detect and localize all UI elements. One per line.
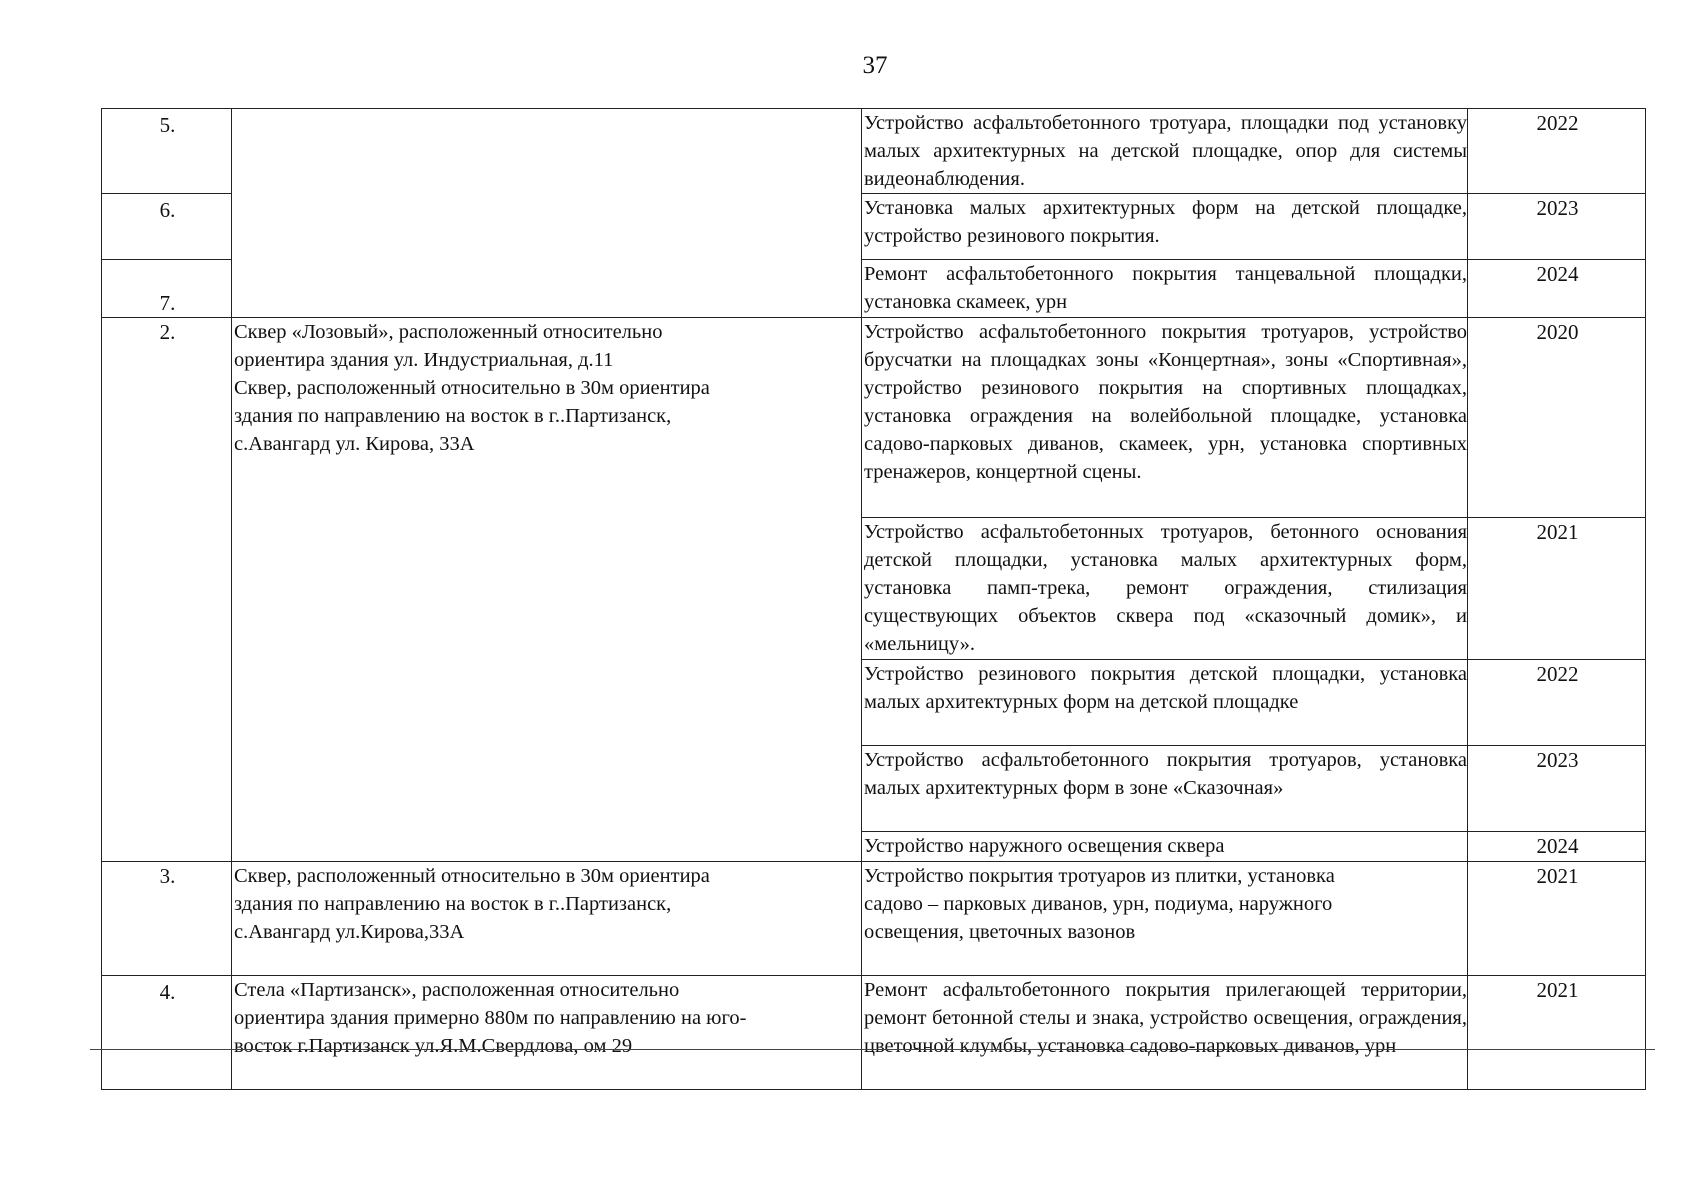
work-description: Ремонт асфальтобетонного покрытия танцевальной площадки, установка скамеек, урн <box>862 260 1468 318</box>
table-row <box>102 976 1646 1090</box>
year-cell: 2022 <box>1468 660 1646 746</box>
work-description: Установка малых архитектурных форм на детской площадке, устройство резинового покрытия. <box>862 194 1468 260</box>
work-description: Устройство асфальтобетонного тротуара, площадки под установку малых архитектурных на детской площадке, опор для системы видеонаблюдения. <box>862 109 1468 194</box>
year-cell: 2021 <box>1468 862 1646 976</box>
work-description: Устройство асфальтобетонного покрытия тротуаров, установка малых архитектурных форм в зоне «Сказочная» <box>862 746 1468 832</box>
table-row <box>102 109 1646 194</box>
year-cell: 2023 <box>1468 746 1646 832</box>
object-cell: Сквер «Лозовый», расположенный относительно ориентира здания ул. Индустриальная, д.11 Сквер, расположенный относительно в 30м ориентира здания по направлению на восток в г..Партизанск, с.Авангард ул. Кирова, 33А <box>232 318 862 862</box>
work-description: Устройство покрытия тротуаров из плитки, установка садово – парковых диванов, урн, подиума, наружного освещения, цветочных вазонов <box>862 862 1468 976</box>
year-cell: 2020 <box>1468 318 1646 518</box>
year-cell: 2023 <box>1468 194 1646 260</box>
row-number: 4. <box>102 976 232 1090</box>
work-description: Ремонт асфальтобетонного покрытия прилегающей территории, ремонт бетонной стелы и знака, устройство освещения, ограждения, цветочной клумбы, установка садово-парковых диванов, урн <box>862 976 1468 1090</box>
table-row <box>102 318 1646 518</box>
works-table <box>101 108 1646 1090</box>
scan-rule-line <box>90 1049 1655 1050</box>
page-number: 37 <box>862 52 888 79</box>
row-number: 6. <box>102 194 232 260</box>
year-cell: 2022 <box>1468 109 1646 194</box>
object-cell: Стела «Партизанск», расположенная относительно ориентира здания примерно 880м по направлению на юго- восток г.Партизанск ул.Я.М.Свердлова, ом 29 <box>232 976 862 1090</box>
year-cell: 2024 <box>1468 832 1646 862</box>
work-description: Устройство асфальтобетонного покрытия тротуаров, устройство брусчатки на площадках зоны «Концертная», зоны «Спортивная», устройство резинового покрытия на спортивных площадках, установка ограждения на волейбольной площадке, установка садово-парковых диванов, скамеек, урн, установка спортивных тренажеров, концертной сцены. <box>862 318 1468 518</box>
object-cell: Сквер, расположенный относительно в 30м ориентира здания по направлению на восток в г..Партизанск, с.Авангард ул.Кирова,33А <box>232 862 862 976</box>
work-description: Устройство асфальтобетонных тротуаров, бетонного основания детской площадки, установка малых архитектурных форм, установка памп-трека, ремонт ограждения, стилизация существующих объектов сквера под «сказочный домик», и «мельницу». <box>862 518 1468 660</box>
year-cell: 2021 <box>1468 976 1646 1090</box>
row-number: 3. <box>102 862 232 976</box>
work-description: Устройство резинового покрытия детской площадки, установка малых архитектурных форм на детской площадке <box>862 660 1468 746</box>
row-number: 2. <box>102 318 232 862</box>
year-cell: 2024 <box>1468 260 1646 318</box>
row-number: 5. <box>102 109 232 194</box>
work-description: Устройство наружного освещения сквера <box>862 832 1468 862</box>
object-cell <box>232 109 862 318</box>
year-cell: 2021 <box>1468 518 1646 660</box>
row-number: 7. <box>102 260 232 318</box>
table-row <box>102 862 1646 976</box>
